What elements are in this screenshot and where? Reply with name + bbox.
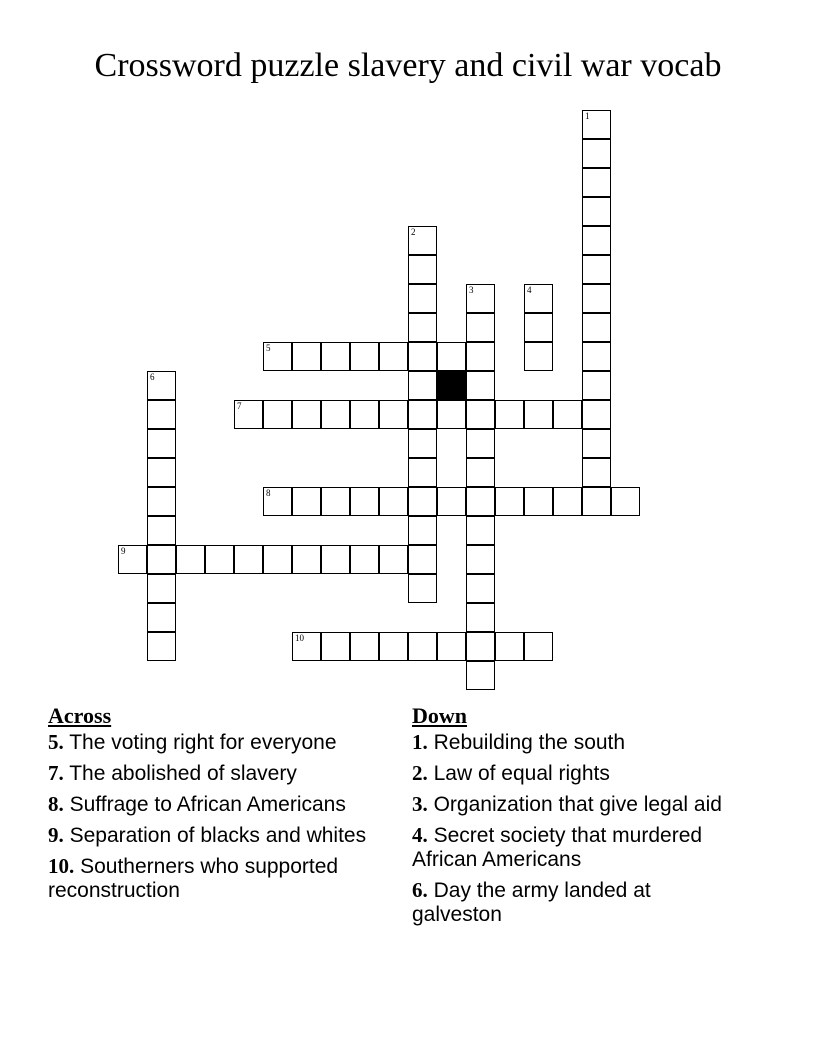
grid-cell[interactable] bbox=[118, 545, 147, 574]
clue-number: 4. bbox=[412, 823, 428, 847]
grid-cell[interactable] bbox=[466, 574, 495, 603]
grid-cell[interactable] bbox=[263, 342, 292, 371]
grid-cell[interactable] bbox=[437, 487, 466, 516]
grid-cell[interactable] bbox=[147, 574, 176, 603]
grid-cell[interactable] bbox=[408, 342, 437, 371]
grid-cell[interactable] bbox=[408, 632, 437, 661]
grid-cell[interactable] bbox=[582, 313, 611, 342]
grid-cell[interactable] bbox=[379, 545, 408, 574]
clue-text: Day the army landed at galveston bbox=[412, 879, 651, 926]
clue-across-5 bbox=[48, 730, 383, 755]
grid-cell[interactable] bbox=[553, 400, 582, 429]
grid-cell[interactable] bbox=[582, 342, 611, 371]
clue-text: Organization that give legal aid bbox=[433, 793, 722, 816]
grid-cell[interactable] bbox=[408, 458, 437, 487]
grid-cell[interactable] bbox=[495, 632, 524, 661]
grid-cell[interactable] bbox=[408, 574, 437, 603]
grid-cell[interactable] bbox=[582, 487, 611, 516]
grid-cell[interactable] bbox=[147, 516, 176, 545]
cell-number: 6 bbox=[150, 372, 155, 382]
grid-cell[interactable] bbox=[321, 545, 350, 574]
grid-cell[interactable] bbox=[524, 632, 553, 661]
grid-cell[interactable] bbox=[524, 342, 553, 371]
grid-cell[interactable] bbox=[147, 632, 176, 661]
grid-cell[interactable] bbox=[466, 661, 495, 690]
grid-cell[interactable] bbox=[466, 545, 495, 574]
grid-cell[interactable] bbox=[582, 429, 611, 458]
clue-across-8 bbox=[48, 792, 383, 817]
grid-cell[interactable] bbox=[321, 400, 350, 429]
grid-cell[interactable] bbox=[379, 487, 408, 516]
grid-cell[interactable] bbox=[321, 342, 350, 371]
grid-cell[interactable] bbox=[379, 632, 408, 661]
grid-cell[interactable] bbox=[582, 226, 611, 255]
clue-number: 10. bbox=[48, 854, 75, 878]
grid-cell[interactable] bbox=[379, 400, 408, 429]
grid-cell[interactable] bbox=[292, 400, 321, 429]
clue-down-4 bbox=[412, 823, 742, 872]
grid-cell[interactable] bbox=[292, 487, 321, 516]
cell-number: 10 bbox=[295, 633, 304, 643]
clue-number: 3. bbox=[412, 792, 428, 816]
grid-cell[interactable] bbox=[408, 284, 437, 313]
grid-cell[interactable] bbox=[408, 371, 437, 400]
grid-cell[interactable] bbox=[582, 284, 611, 313]
grid-cell[interactable] bbox=[582, 168, 611, 197]
grid-cell[interactable] bbox=[147, 371, 176, 400]
grid-cell[interactable] bbox=[524, 284, 553, 313]
grid-cell[interactable] bbox=[466, 632, 495, 661]
grid-cell[interactable] bbox=[553, 487, 582, 516]
grid-cell[interactable] bbox=[466, 429, 495, 458]
grid-cell[interactable] bbox=[147, 400, 176, 429]
grid-cell[interactable] bbox=[495, 400, 524, 429]
grid-cell[interactable] bbox=[292, 632, 321, 661]
grid-cell[interactable] bbox=[466, 458, 495, 487]
clue-across-9 bbox=[48, 823, 383, 848]
black-cell bbox=[437, 371, 466, 400]
grid-cell[interactable] bbox=[292, 545, 321, 574]
grid-cell[interactable] bbox=[466, 603, 495, 632]
clue-number: 2. bbox=[412, 761, 428, 785]
clue-across-10 bbox=[48, 854, 383, 903]
clue-number: 7. bbox=[48, 761, 64, 785]
grid-cell[interactable] bbox=[466, 371, 495, 400]
grid-cell[interactable] bbox=[582, 139, 611, 168]
cell-number: 4 bbox=[527, 285, 532, 295]
clue-number: 1. bbox=[412, 730, 428, 754]
grid-cell[interactable] bbox=[466, 342, 495, 371]
grid-cell[interactable] bbox=[350, 545, 379, 574]
grid-cell[interactable] bbox=[524, 400, 553, 429]
clue-text: Southerners who supported reconstruction bbox=[48, 855, 339, 902]
cell-number: 3 bbox=[469, 285, 474, 295]
across-clues bbox=[48, 702, 383, 909]
grid-cell[interactable] bbox=[437, 342, 466, 371]
grid-cell[interactable] bbox=[379, 342, 408, 371]
grid-cell[interactable] bbox=[350, 342, 379, 371]
grid-cell[interactable] bbox=[582, 255, 611, 284]
grid-cell[interactable] bbox=[292, 342, 321, 371]
grid-cell[interactable] bbox=[147, 458, 176, 487]
grid-cell[interactable] bbox=[408, 429, 437, 458]
grid-cell[interactable] bbox=[408, 400, 437, 429]
grid-cell[interactable] bbox=[524, 313, 553, 342]
grid-cell[interactable] bbox=[437, 632, 466, 661]
grid-cell[interactable] bbox=[263, 487, 292, 516]
grid-cell[interactable] bbox=[350, 400, 379, 429]
clue-text: The voting right for everyone bbox=[69, 731, 337, 754]
cell-number: 7 bbox=[237, 401, 242, 411]
grid-cell[interactable] bbox=[582, 371, 611, 400]
grid-cell[interactable] bbox=[437, 400, 466, 429]
grid-cell[interactable] bbox=[147, 545, 176, 574]
grid-cell[interactable] bbox=[408, 487, 437, 516]
grid-cell[interactable] bbox=[408, 545, 437, 574]
grid-cell[interactable] bbox=[205, 545, 234, 574]
grid-cell[interactable] bbox=[408, 255, 437, 284]
grid-cell[interactable] bbox=[408, 313, 437, 342]
down-heading: Down bbox=[412, 703, 468, 728]
grid-cell[interactable] bbox=[466, 516, 495, 545]
clue-across-7 bbox=[48, 761, 383, 786]
grid-cell[interactable] bbox=[263, 545, 292, 574]
cell-number: 1 bbox=[585, 111, 590, 121]
grid-cell[interactable] bbox=[408, 516, 437, 545]
grid-cell[interactable] bbox=[321, 487, 350, 516]
grid-cell[interactable] bbox=[234, 545, 263, 574]
grid-cell[interactable] bbox=[495, 487, 524, 516]
grid-cell[interactable] bbox=[582, 458, 611, 487]
grid-cell[interactable] bbox=[147, 603, 176, 632]
grid-cell[interactable] bbox=[176, 545, 205, 574]
clue-down-3 bbox=[412, 792, 742, 817]
grid-cell[interactable] bbox=[350, 632, 379, 661]
grid-cell[interactable] bbox=[611, 487, 640, 516]
across-heading: Across bbox=[48, 703, 112, 728]
cell-number: 8 bbox=[266, 488, 271, 498]
grid-cell[interactable] bbox=[582, 400, 611, 429]
clue-text: Rebuilding the south bbox=[433, 731, 626, 754]
clue-down-2 bbox=[412, 761, 742, 786]
clue-number: 5. bbox=[48, 730, 64, 754]
grid-cell[interactable] bbox=[582, 110, 611, 139]
down-clues bbox=[412, 702, 742, 933]
grid-cell[interactable] bbox=[466, 400, 495, 429]
clue-number: 8. bbox=[48, 792, 64, 816]
page-title: Crossword puzzle slavery and civil war vocab bbox=[94, 47, 722, 84]
clue-down-6 bbox=[412, 878, 742, 927]
clue-text: Suffrage to African Americans bbox=[69, 793, 346, 816]
clue-text: Secret society that murdered African Americans bbox=[412, 824, 703, 871]
clue-text: Separation of blacks and whites bbox=[69, 824, 367, 847]
grid-cell[interactable] bbox=[147, 429, 176, 458]
clue-number: 6. bbox=[412, 878, 428, 902]
grid-cell[interactable] bbox=[350, 487, 379, 516]
clue-down-1 bbox=[412, 730, 742, 755]
grid-cell[interactable] bbox=[321, 632, 350, 661]
grid-cell[interactable] bbox=[147, 487, 176, 516]
clue-text: The abolished of slavery bbox=[69, 762, 297, 785]
grid-cell[interactable] bbox=[466, 284, 495, 313]
clue-number: 9. bbox=[48, 823, 64, 847]
grid-cell[interactable] bbox=[466, 313, 495, 342]
grid-cell[interactable] bbox=[234, 400, 263, 429]
cell-number: 9 bbox=[121, 546, 126, 556]
grid-cell[interactable] bbox=[263, 400, 292, 429]
cell-number: 2 bbox=[411, 227, 416, 237]
clue-text: Law of equal rights bbox=[433, 762, 610, 785]
cell-number: 5 bbox=[266, 343, 271, 353]
grid-cell[interactable] bbox=[582, 197, 611, 226]
grid-cell[interactable] bbox=[524, 487, 553, 516]
grid-cell[interactable] bbox=[408, 226, 437, 255]
grid-cell[interactable] bbox=[466, 487, 495, 516]
